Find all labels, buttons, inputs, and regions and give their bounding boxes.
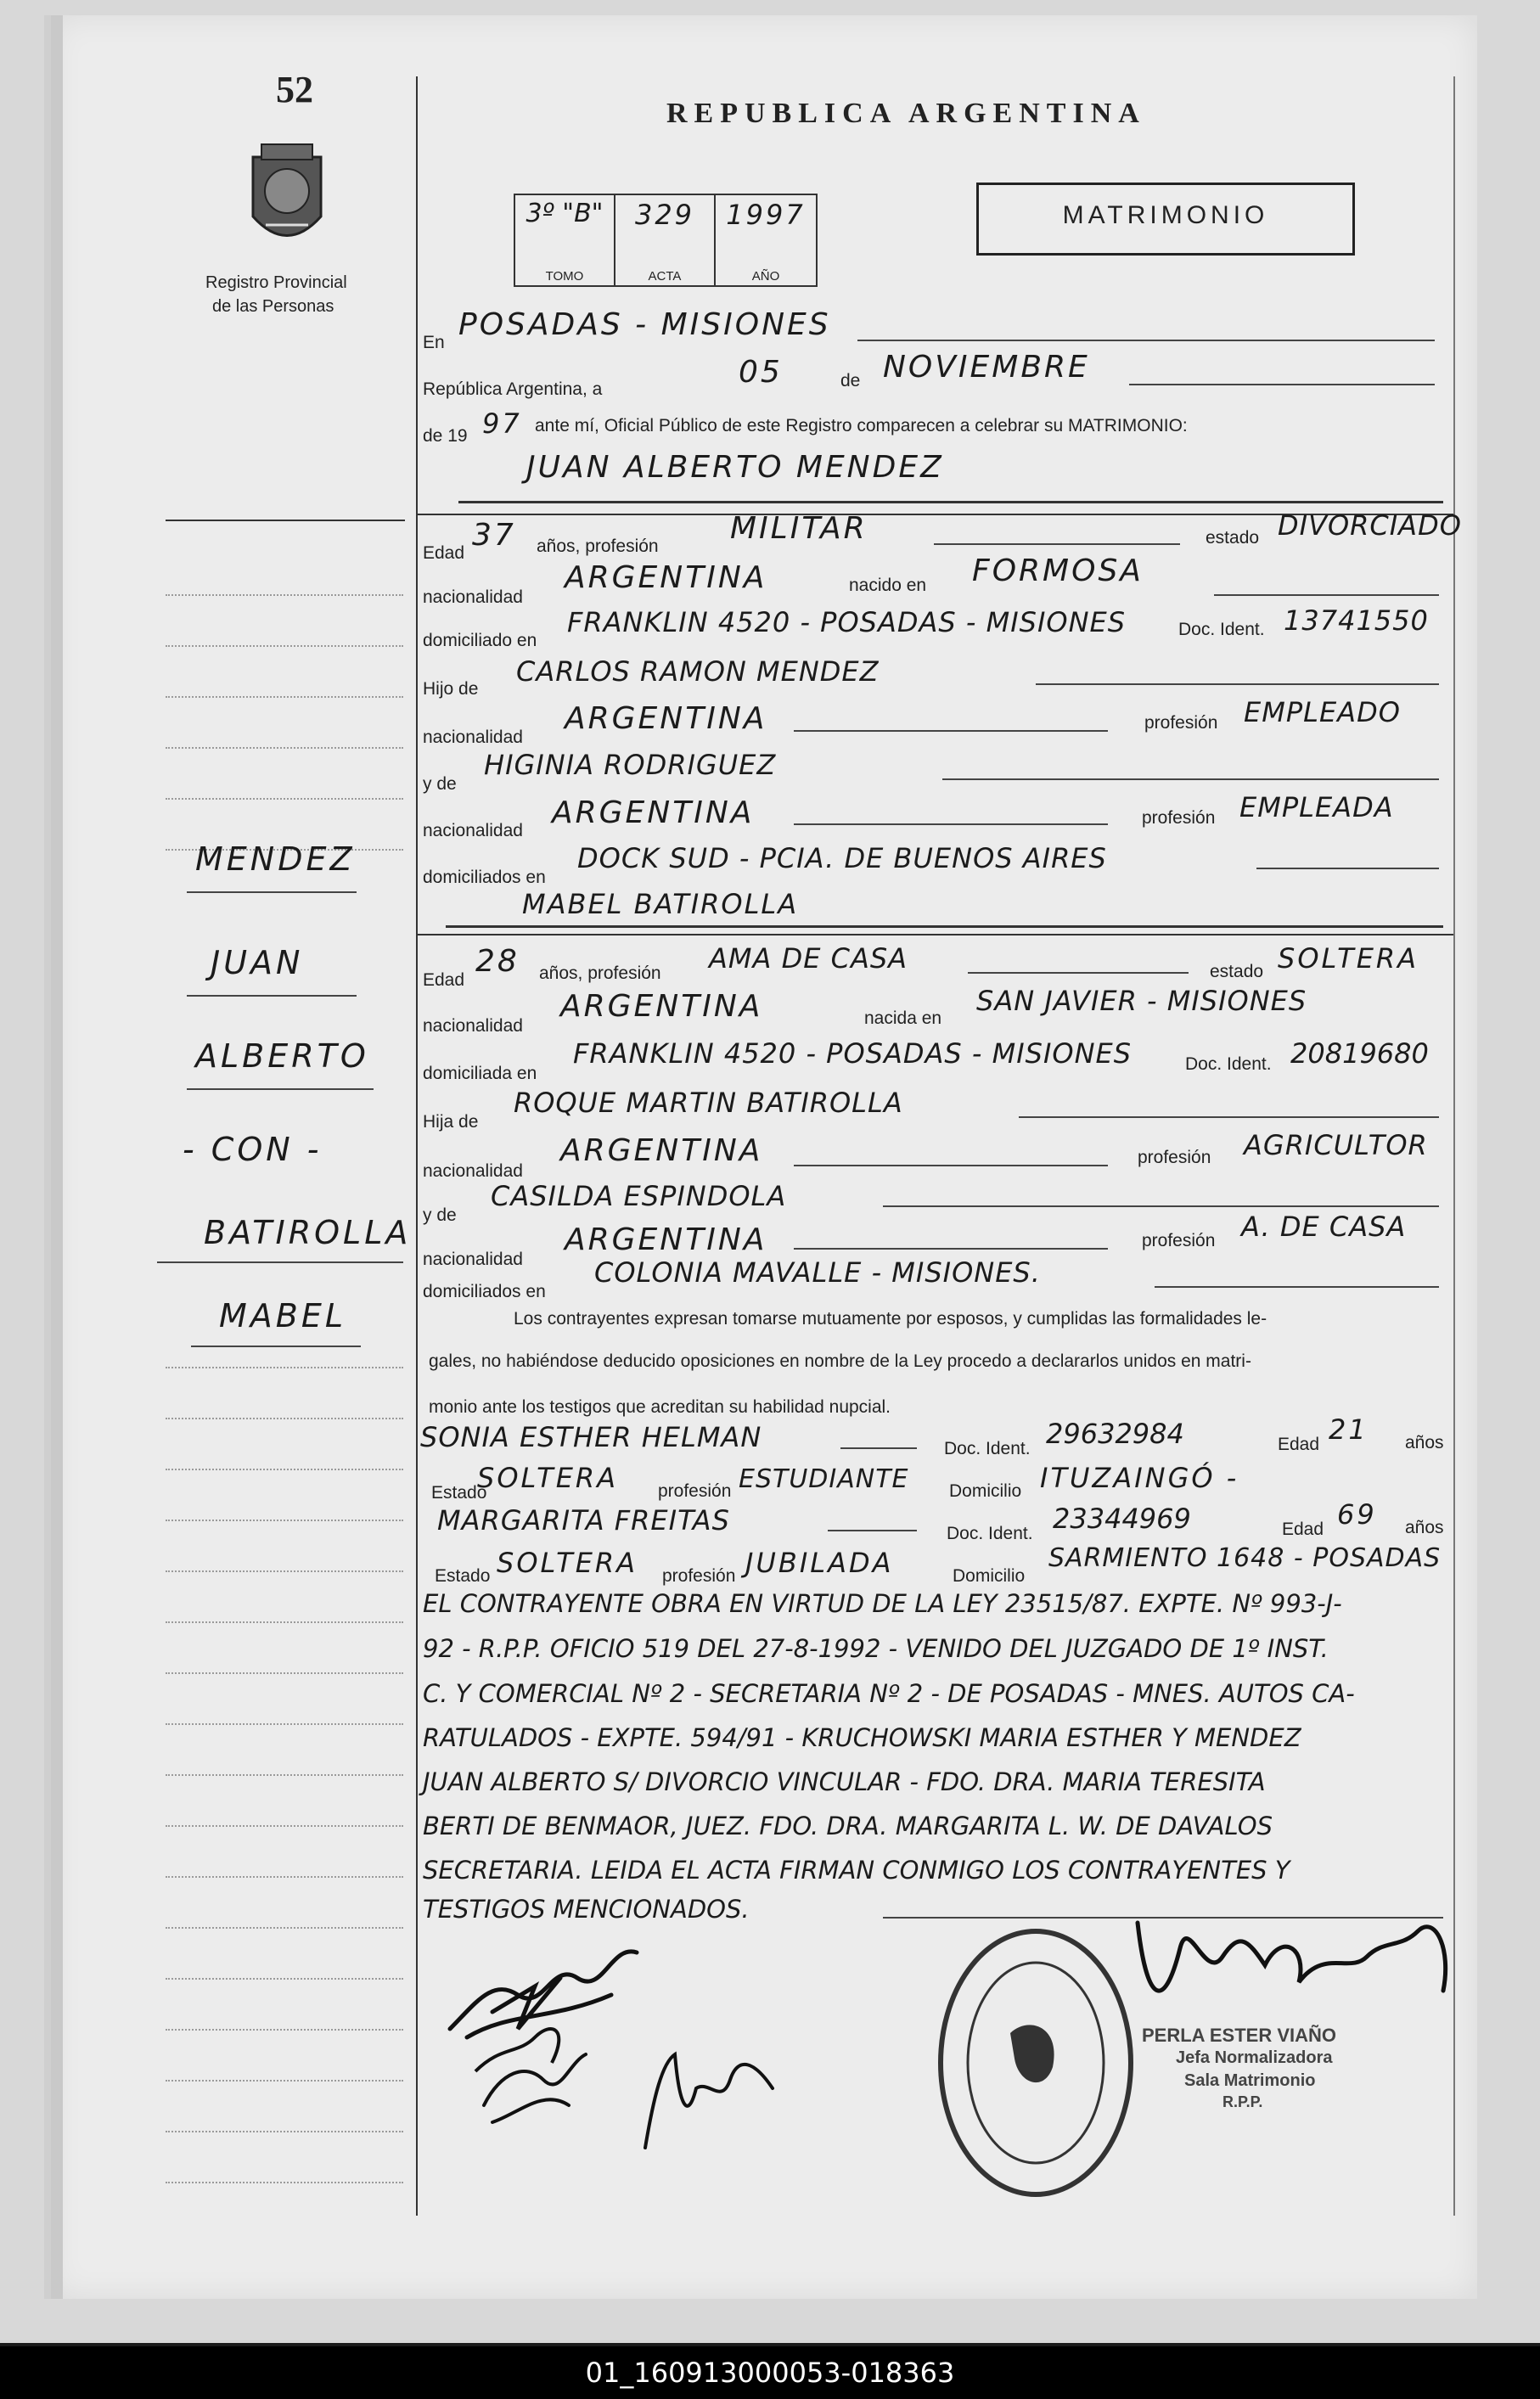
witness2-estado-label: Estado — [435, 1566, 491, 1586]
bride-mother: CASILDA ESPINDOLA — [491, 1180, 787, 1212]
groom-father-prof: EMPLEADO — [1244, 696, 1401, 728]
note-line-8: TESTIGOS MENCIONADOS. — [423, 1895, 750, 1924]
bride-profession: AMA DE CASA — [709, 942, 908, 975]
bride-yde-label: y de — [423, 1205, 457, 1225]
groom-birthplace: FORMOSA — [972, 553, 1144, 588]
groom-father-nat: ARGENTINA — [565, 701, 767, 736]
signature-bride — [475, 2037, 603, 2139]
tomo-cell — [514, 194, 615, 287]
groom-edad-label: Edad — [423, 543, 465, 563]
official-name: PERLA ESTER VIAÑO — [1142, 2025, 1336, 2046]
bride-father: ROQUE MARTIN BATIROLLA — [514, 1087, 903, 1119]
bride-divider — [416, 934, 1453, 935]
witness2-dom-label: Domicilio — [953, 1566, 1026, 1586]
groom-nac-label: nacionalidad — [423, 587, 523, 607]
note-line-2: 92 - R.P.P. OFICIO 519 DEL 27-8-1992 - VENIDO DEL JUZGADO DE 1º INST. — [423, 1634, 1329, 1663]
bride-parents-address: COLONIA MAVALLE - MISIONES. — [594, 1256, 1041, 1289]
note-line-7: SECRETARIA. LEIDA EL ACTA FIRMAN CONMIGO LOS CONTRAYENTES Y — [423, 1856, 1290, 1885]
margin-firstname-bride: MABEL — [219, 1297, 347, 1334]
ano-value: 1997 — [726, 199, 806, 231]
witness2-profession: JUBILADA — [745, 1547, 894, 1579]
bride-mother-prof-label: profesión — [1142, 1231, 1216, 1250]
registry-logo — [236, 140, 338, 259]
groom-mother-prof: EMPLEADA — [1239, 791, 1394, 823]
groom-mother-nat: ARGENTINA — [552, 795, 755, 830]
bride-address: FRANKLIN 4520 - POSADAS - MISIONES — [573, 1037, 1133, 1070]
witness2-name: MARGARITA FREITAS — [437, 1504, 730, 1537]
groom-mother-prof-label: profesión — [1142, 808, 1216, 828]
note-line-6: BERTI DE BENMAOR, JUEZ. FDO. DRA. MARGARITA L. W. DE DAVALOS — [423, 1812, 1273, 1840]
book-spine — [51, 15, 63, 2299]
margin-con: - CON - — [183, 1131, 323, 1168]
declaration-line2: gales, no habiéndose deducido oposiciones en nombre de la Ley procedo a declararlos unidos en matri- — [429, 1351, 1251, 1371]
official-seal — [934, 1923, 1138, 2203]
witness2-doc: 23344969 — [1053, 1503, 1191, 1535]
groom-father: CARLOS RAMON MENDEZ — [516, 655, 880, 688]
witness1-prof-label: profesión — [658, 1481, 732, 1501]
witness2-prof-label: profesión — [662, 1566, 736, 1586]
groom-hijo-label: Hijo de — [423, 679, 479, 699]
witness2-age: 69 — [1337, 1498, 1377, 1531]
bride-edad-label: Edad — [423, 970, 465, 990]
intro-statement: ante mí, Oficial Público de este Registro comparecen a celebrar su MATRIMONIO: — [535, 416, 1188, 435]
margin-firstname-groom: JUAN — [211, 944, 304, 981]
groom-nationality: ARGENTINA — [565, 560, 767, 595]
groom-address: FRANKLIN 4520 - POSADAS - MISIONES — [567, 606, 1127, 638]
groom-yde-label: y de — [423, 774, 457, 794]
groom-estado-label: estado — [1206, 528, 1260, 548]
witness2-estado: SOLTERA — [497, 1547, 638, 1579]
ano-cell — [714, 194, 818, 287]
act-type-label: MATRIMONIO — [1062, 201, 1269, 229]
acta-value: 329 — [634, 199, 695, 231]
registry-line2: de las Personas — [212, 297, 334, 316]
official-sala: Sala Matrimonio — [1184, 2071, 1316, 2090]
witness1-edad-label: Edad — [1278, 1435, 1320, 1454]
en-label: En — [423, 333, 445, 352]
margin-divider — [416, 76, 418, 2216]
intro-day: 05 — [739, 355, 783, 390]
groom-dom-label: domiciliado en — [423, 631, 537, 650]
scan-identifier: 01_160913000053-018363 — [0, 2346, 1540, 2399]
intro-place: POSADAS - MISIONES — [458, 307, 831, 342]
witness2-address: SARMIENTO 1648 - POSADAS — [1048, 1543, 1442, 1573]
witness1-doc-label: Doc. Ident. — [944, 1439, 1031, 1458]
intro-month: NOVIEMBRE — [883, 350, 1090, 385]
declaration-line1: Los contrayentes expresan tomarse mutuamente por esposos, y cumplidas las formalidades le- — [514, 1309, 1267, 1329]
groom-estado: DIVORCIADO — [1278, 509, 1462, 542]
groom-doc: 13741550 — [1284, 604, 1429, 637]
bride-doc: 20819680 — [1290, 1037, 1429, 1070]
bride-nationality: ARGENTINA — [560, 989, 763, 1024]
official-title: Jefa Normalizadora — [1176, 2048, 1333, 2067]
note-line-3: C. Y COMERCIAL Nº 2 - SECRETARIA Nº 2 - DE POSADAS - MNES. AUTOS CA- — [423, 1679, 1355, 1708]
bride-parents-dom-label: domiciliados en — [423, 1282, 546, 1301]
bride-doc-label: Doc. Ident. — [1185, 1054, 1272, 1074]
bride-hija-label: Hija de — [423, 1112, 479, 1132]
groom-mother-nat-label: nacionalidad — [423, 821, 523, 840]
bride-estado: SOLTERA — [1278, 942, 1419, 975]
groom-doc-label: Doc. Ident. — [1178, 620, 1265, 639]
groom-mother: HIGINIA RODRIGUEZ — [484, 749, 777, 781]
groom-anos-label: años, profesión — [537, 537, 659, 556]
declaration-line3: monio ante los testigos que acreditan su habilidad nupcial. — [429, 1397, 891, 1417]
witness1-doc: 29632984 — [1046, 1418, 1184, 1450]
bride-mother-prof: A. DE CASA — [1241, 1211, 1407, 1243]
witness1-dom-label: Domicilio — [949, 1481, 1022, 1501]
bride-anos-label: años, profesión — [539, 964, 661, 983]
groom-nacido-label: nacido en — [849, 576, 927, 595]
groom-age: 37 — [472, 518, 516, 553]
ano-label: AÑO — [751, 269, 780, 284]
official-rpp: R.P.P. — [1222, 2093, 1263, 2110]
groom-parents-dom-label: domiciliados en — [423, 868, 546, 887]
bride-father-prof-label: profesión — [1138, 1148, 1211, 1167]
bride-mother-nat: ARGENTINA — [565, 1222, 767, 1257]
acta-cell — [614, 194, 716, 287]
year-prefix: de 19 — [423, 426, 468, 446]
witness2-anos-label: años — [1405, 1518, 1444, 1537]
witness1-name: SONIA ESTHER HELMAN — [420, 1421, 762, 1453]
margin-surname-groom: MENDEZ — [195, 840, 356, 878]
page-number: 52 — [276, 69, 313, 110]
margin-middlename-groom: ALBERTO — [195, 1037, 369, 1075]
witness1-estado-label: Estado — [431, 1483, 487, 1503]
bride-nac-label: nacionalidad — [423, 1016, 523, 1036]
bride-nacida-label: nacida en — [864, 1008, 942, 1028]
de-label: de — [840, 371, 861, 390]
year-suffix: 97 — [482, 407, 522, 440]
groom-father-prof-label: profesión — [1144, 713, 1218, 733]
witness1-profession: ESTUDIANTE — [739, 1464, 909, 1494]
witness1-anos-label: años — [1405, 1433, 1444, 1452]
margin-surname-bride: BATIROLLA — [204, 1214, 412, 1251]
note-line-4: RATULADOS - EXPTE. 594/91 - KRUCHOWSKI MARIA ESTHER Y MENDEZ — [423, 1723, 1301, 1752]
registry-line1: Registro Provincial — [205, 273, 347, 292]
note-line-5: JUAN ALBERTO S/ DIVORCIO VINCULAR - FDO. DRA. MARIA TERESITA — [423, 1767, 1266, 1796]
republic-label: República Argentina, a — [423, 379, 603, 399]
witness1-age: 21 — [1329, 1413, 1369, 1446]
bride-age: 28 — [475, 944, 520, 979]
bride-mother-nat-label: nacionalidad — [423, 1250, 523, 1269]
groom-name: JUAN ALBERTO MENDEZ — [526, 450, 944, 485]
bride-birthplace: SAN JAVIER - MISIONES — [976, 985, 1307, 1017]
groom-parents-address: DOCK SUD - PCIA. DE BUENOS AIRES — [577, 842, 1107, 874]
witness2-edad-label: Edad — [1282, 1520, 1324, 1539]
margin-top-rule — [166, 520, 405, 521]
bride-name: MABEL BATIROLLA — [522, 888, 799, 920]
page-right-border — [1453, 76, 1455, 2216]
tomo-label: TOMO — [545, 269, 584, 284]
witness1-address: ITUZAINGÓ - — [1040, 1462, 1239, 1494]
acta-label: ACTA — [648, 269, 682, 284]
bride-father-prof: AGRICULTOR — [1244, 1129, 1428, 1161]
groom-father-nat-label: nacionalidad — [423, 728, 523, 747]
signature-witness — [628, 2029, 798, 2165]
witness2-doc-label: Doc. Ident. — [947, 1524, 1033, 1543]
bride-father-nat: ARGENTINA — [560, 1133, 763, 1168]
bride-father-nat-label: nacionalidad — [423, 1161, 523, 1181]
groom-profession: MILITAR — [730, 511, 868, 546]
witness1-estado: SOLTERA — [477, 1462, 619, 1494]
country-title: REPUBLICA ARGENTINA — [666, 98, 1146, 129]
bride-dom-label: domiciliada en — [423, 1064, 537, 1083]
bride-estado-label: estado — [1210, 962, 1264, 981]
note-line-1: EL CONTRAYENTE OBRA EN VIRTUD DE LA LEY 23515/87. EXPTE. Nº 993-J- — [423, 1589, 1342, 1618]
tomo-value: 3º "B" — [526, 199, 604, 228]
